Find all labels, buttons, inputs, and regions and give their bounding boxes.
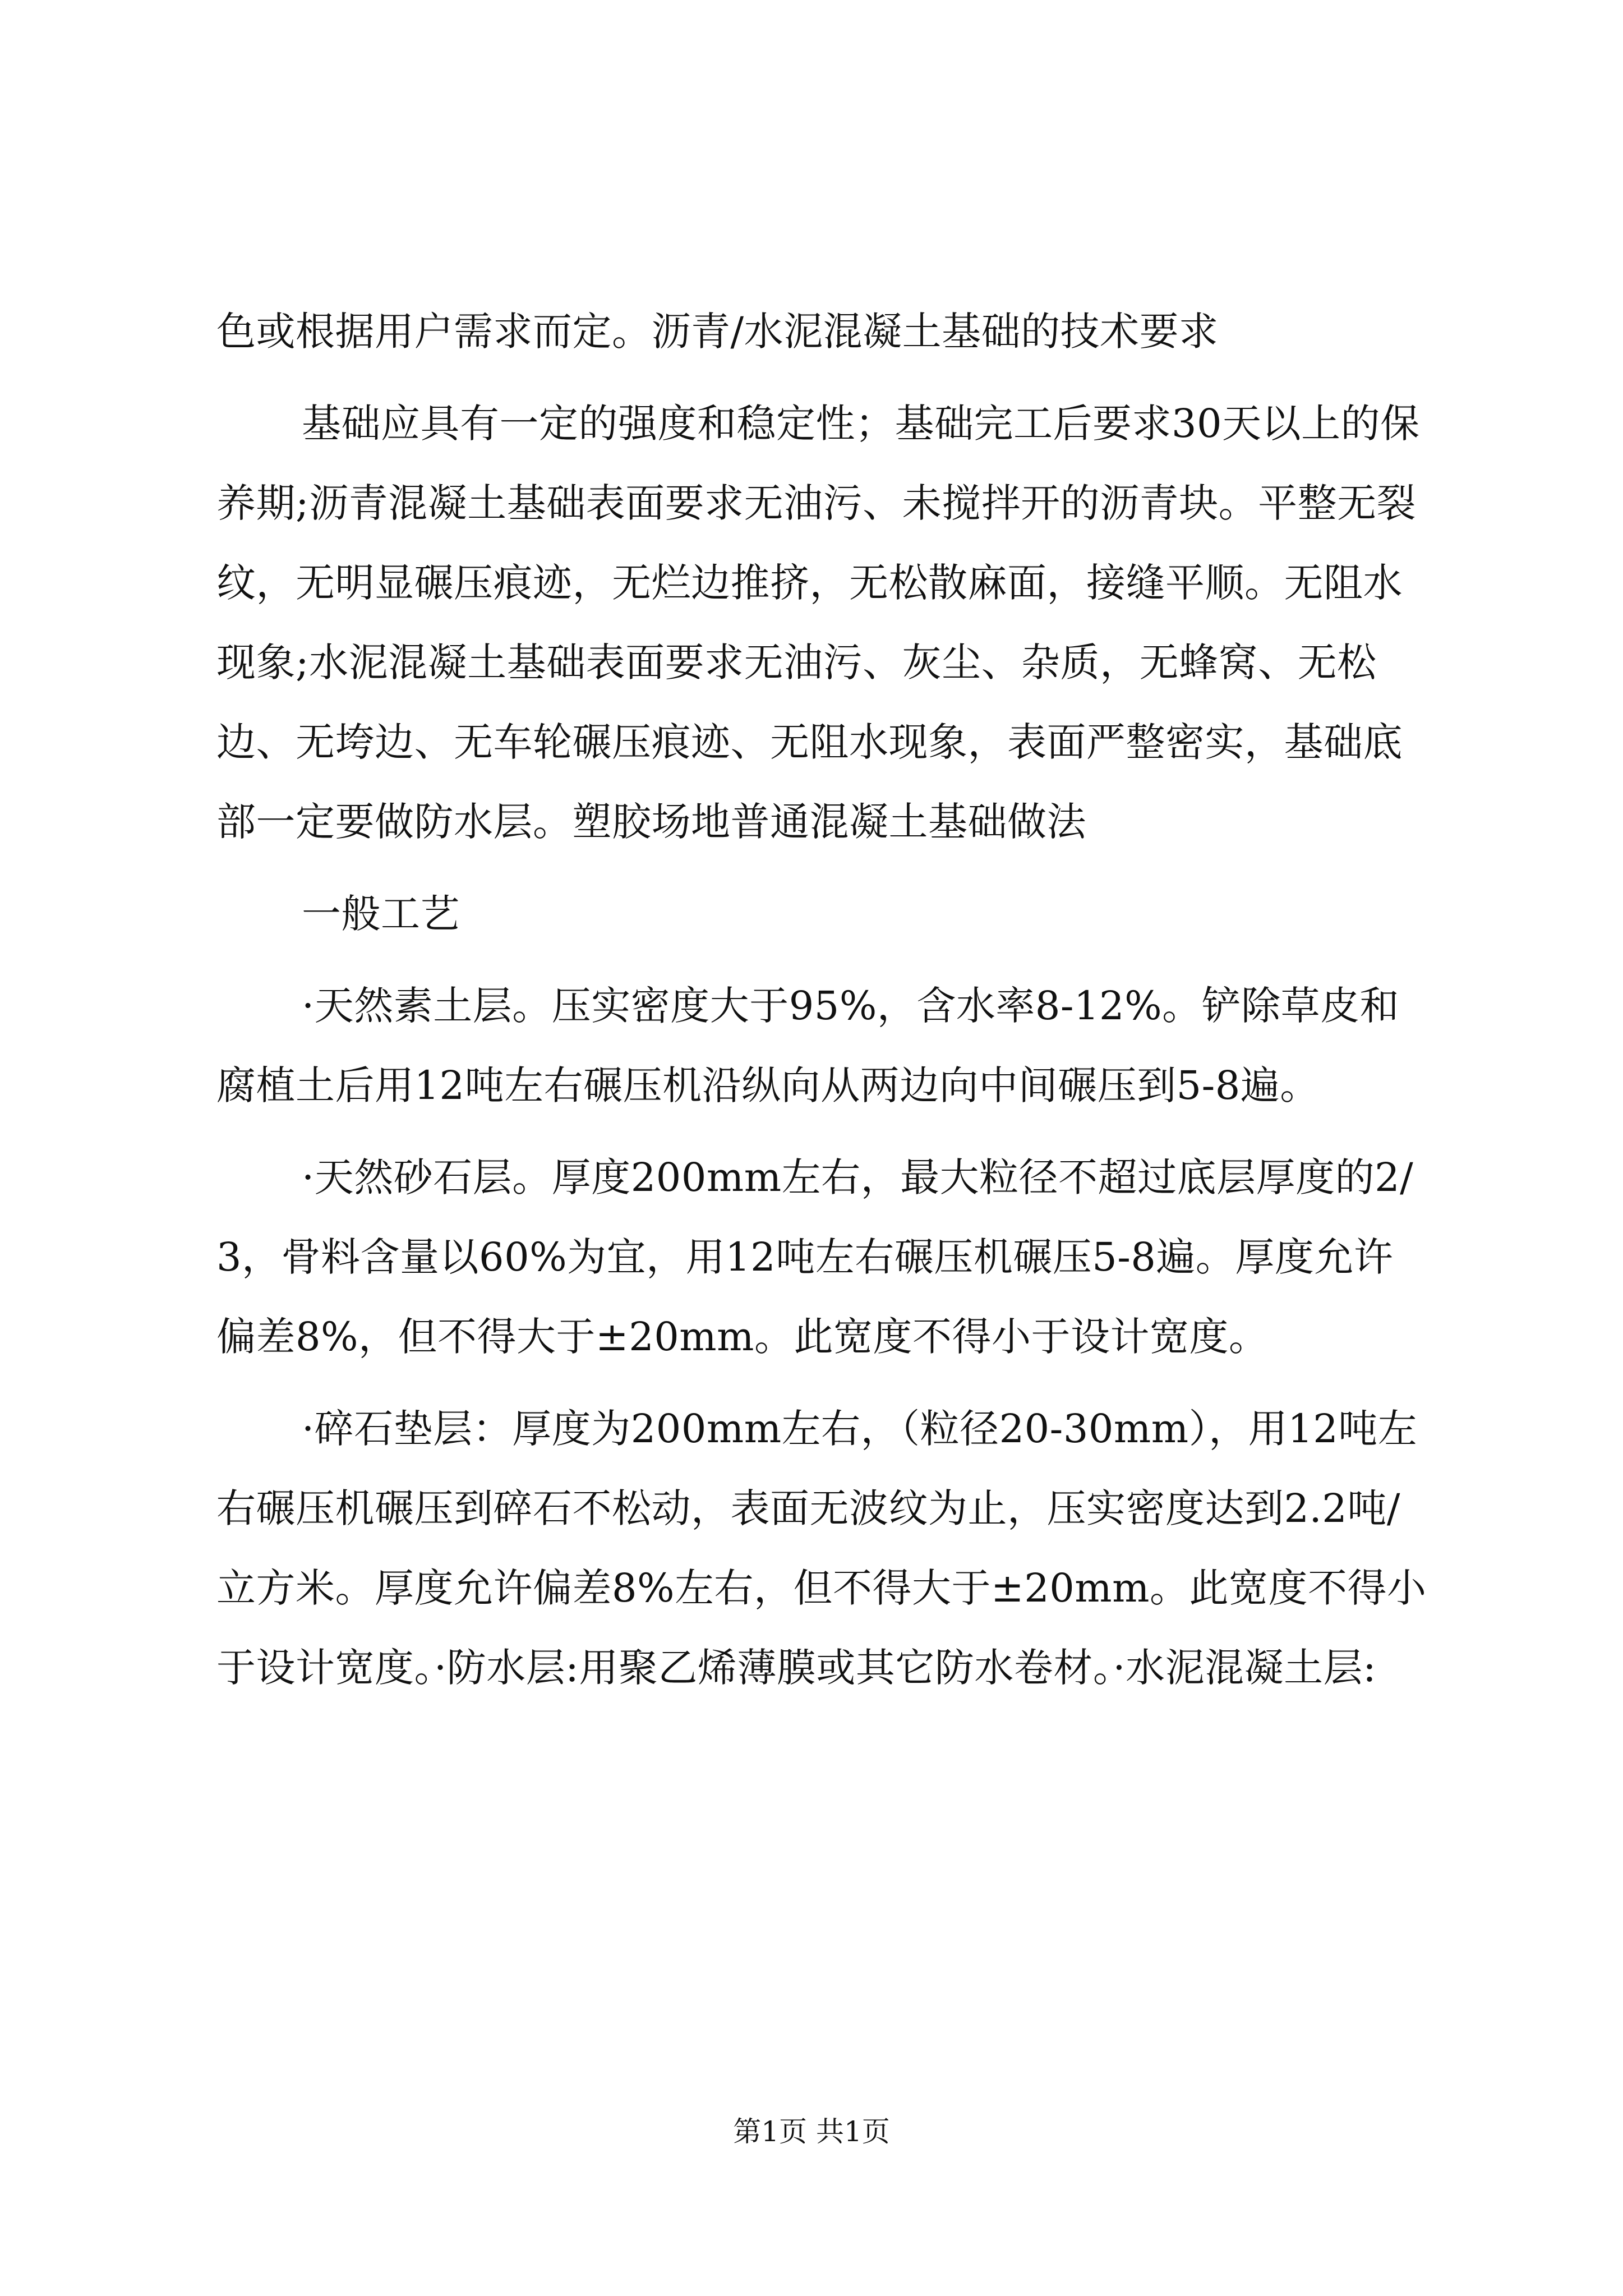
paragraph-natural-gravel-layer: ·天然砂石层。厚度200mm左右，最大粒径不超过底层厚度的2/3，骨料含量以60%为宜，用12吨左右碾压机碾压5-8遍。厚度允许偏差8%，但不得大于±20mm。此宽度不得小于设计宽度。 [216, 1154, 1414, 1360]
paragraph-continuation: 色或根据用户需求而定。沥青/水泥混凝土基础的技术要求 [216, 309, 1219, 355]
page-footer: 第1页 共1页 [733, 2115, 890, 2148]
paragraph-general-process-heading: 一般工艺 [302, 891, 460, 937]
paragraph-foundation-requirements: 基础应具有一定的强度和稳定性；基础完工后要求30天以上的保养期;沥青混凝土基础表面要求无油污、未搅拌开的沥青块。平整无裂纹，无明显碾压痕迹，无烂边推挤，无松散麻面，接缝平顺。无阻水现象;水泥混凝土基础表面要求无油污、灰尘、杂质，无蜂窝、无松边、无垮边、无车轮碾压痕迹、无阻水现象，表面严整密实，基础底部一定要做防水层。塑胶场地普通混凝土基础做法 [216, 401, 1420, 845]
paragraph-natural-soil-layer: ·天然素土层。压实密度大于95%，含水率8-12%。铲除草皮和腐植土后用12吨左右碾压机沿纵向从两边向中间碾压到5-8遍。 [216, 983, 1400, 1108]
paragraph-crushed-stone-layer: ·碎石垫层：厚度为200mm左右，（粒径20-30mm），用12吨左右碾压机碾压到碎石不松动，表面无波纹为止，压实密度达到2.2吨/立方米。厚度允许偏差8%左右，但不得大于±20mm。此宽度不得小于设计宽度。·防水层:用聚乙烯薄膜或其它防水卷材。·水泥混凝土层: [216, 1406, 1427, 1691]
document-body [216, 292, 1428, 1720]
